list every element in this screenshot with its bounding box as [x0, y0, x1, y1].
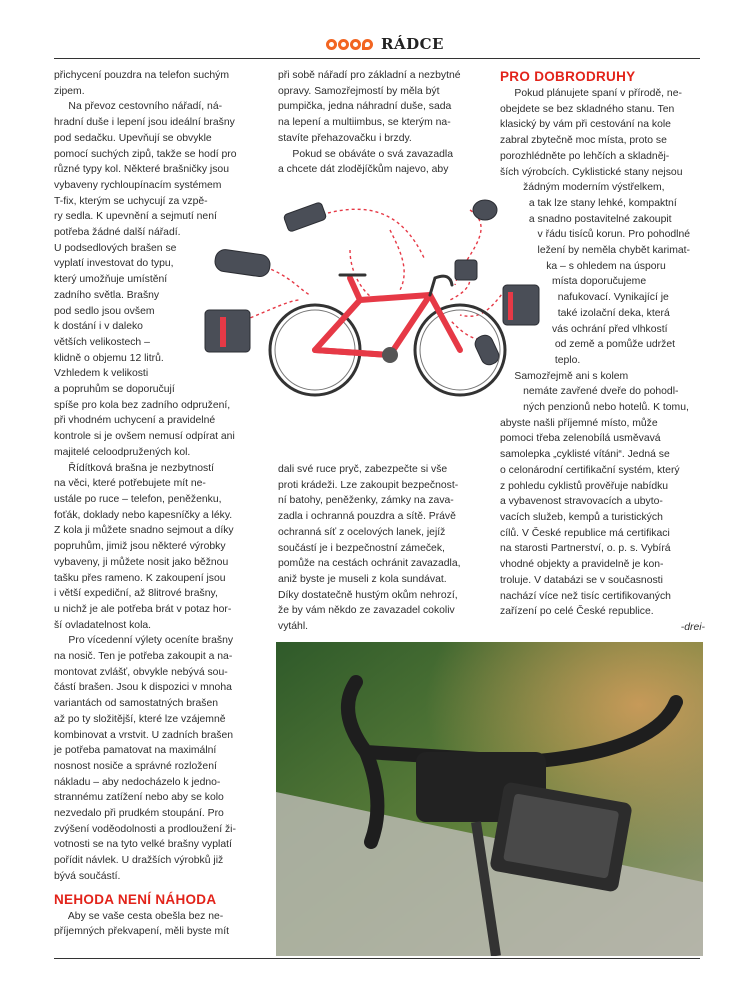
text-line: k dostání i v daleko [54, 321, 143, 333]
coop-logo [326, 39, 373, 50]
text-line: nákladu – aby nedocházelo k jedno- [54, 776, 221, 788]
page-header [326, 32, 444, 56]
text-line: obejdete se bez skladného stanu. Ten [500, 103, 675, 115]
rear-pannier-icon [205, 310, 250, 352]
text-line: vytáhl. [278, 621, 309, 633]
text-line: dali své ruce pryč, zabezpečte si vše [278, 464, 448, 475]
text-line: i větší expediční, až 8litrové brašny, [54, 588, 218, 600]
text-line: hradní duše i lepení jsou ideální brašny [54, 117, 235, 129]
text-line: Z kola ji můžete snadno sejmout a díky [54, 525, 234, 537]
text-line: Samozřejmě ani s kolem [500, 370, 629, 382]
text-line: stavíte přehazovačku i brzdy. [278, 132, 412, 144]
text-line: Díky dostatečně hustým okům nehrozí, [278, 589, 458, 601]
text-line: zařízení po celé České republice. [500, 606, 654, 618]
text-line: vás ochrání před vlhkostí [500, 323, 668, 335]
text-line: a snadno postavitelné zakoupit [500, 213, 672, 225]
text-line: součástí je i bezpečnostní zámeček, [278, 542, 445, 554]
text-line: vybaveny, ji můžete nosit jako běžnou [54, 556, 229, 568]
text-line: opravy. Samozřejmostí by měla být [278, 85, 440, 97]
column-2-top [278, 68, 483, 178]
text-line: že by vám někdo ze zavazadel cokoliv [278, 605, 455, 617]
text-line: pomoci třeba zelenobílá usměvavá [500, 433, 661, 445]
text-line: u nichž je ale potřeba brát v potaz hor- [54, 603, 232, 615]
column-3 [500, 68, 705, 636]
text-line: abyste našli příjemné místo, může [500, 417, 658, 429]
text-line: U podsedlových brašen se [54, 242, 177, 254]
bike-bags-illustration [200, 190, 540, 435]
text-line: foťák, doklady nebo kapesníčky a léky. [54, 509, 233, 521]
text-line: a vybavenost stravovacích a ubyto- [500, 496, 663, 508]
text-line: Pokud plánujete spaní v přírodě, ne- [500, 88, 682, 99]
text-line: strannému zatížení nebo aby se kolo [54, 792, 224, 804]
text-line: ka – s ohledem na úsporu [500, 260, 666, 272]
text-line: teplo. [500, 354, 581, 366]
text-line: přichycení pouzdra na telefon suchým [54, 70, 230, 81]
text-line: v řádu tisíců korun. Pro pohodlné [500, 229, 691, 241]
text-line: Pro vícedenní výlety oceníte brašny [54, 635, 234, 647]
text-line: Řídítková brašna je nezbytností [54, 462, 214, 474]
text-line: ných penzionů nebo hotelů. K tomu, [500, 402, 689, 414]
text-line: a popruhům se doporučují [54, 384, 175, 396]
handlebar-bag-icon [473, 200, 497, 220]
text-line: tašku přes rameno. K zakoupení jsou [54, 572, 226, 584]
text-line: zadního světla. Brašny [54, 289, 160, 301]
text-line: majitelé celoodpružených kol. [54, 446, 191, 458]
text-line: vyplatí investovat do typu, [54, 258, 174, 270]
text-line: při sobě nářadí pro základní a nezbytné [278, 70, 461, 81]
text-line: samolepka „cyklisté vítáni“. Jedná se [500, 449, 670, 461]
text-line: ležení by neměla chybět karimat- [500, 245, 690, 257]
text-line: Na převoz cestovního nářadí, ná- [54, 101, 223, 113]
text-line: ní batohy, peněženky, zámky na zava- [278, 495, 454, 507]
text-line: klidně o objemu 12 litrů. [54, 352, 164, 364]
text-line: proti krádeži. Lze zakoupit bezpečnost- [278, 479, 459, 491]
text-line: a chcete dát zlodějíčkům najevo, aby [278, 164, 449, 176]
small-bag-icon [455, 260, 477, 280]
handlebar-bag-photo [276, 642, 703, 956]
text-line: bývá součástí. [54, 870, 121, 882]
text-line: vacích služeb, kempů a turistických [500, 511, 663, 523]
text-line: zvýšení voděodolnosti a prodloužení ži- [54, 823, 236, 835]
text-line: vybaveny rychloupínacím systémem [54, 179, 222, 191]
text-line: ší ovladatelnost kola. [54, 619, 152, 631]
text-line: pořídit návlek. U dražších výrobků již [54, 855, 224, 867]
text-line: ustále po ruce – telefon, peněženku, [54, 493, 222, 505]
text-line: aniž byste je museli z kola sundávat. [278, 573, 447, 585]
text-line: cílů. V České republice má certifikaci [500, 527, 670, 539]
text-line: zipem. [54, 85, 85, 97]
text-line: troluje. V databázi se v současnosti [500, 574, 663, 586]
text-line: klasický by vám při cestování na kole [500, 119, 671, 131]
text-line: a tak lze stany lehké, kompaktní [500, 197, 677, 209]
text-line: zabral zbytečně moc místa, proto se [500, 135, 667, 147]
saddle-bag-icon [214, 248, 272, 277]
text-line: příjemných překvapení, měli byste mít [54, 926, 229, 938]
text-line: který umožňuje umístění [54, 274, 168, 286]
text-line: pod sedlo jsou ovšem [54, 305, 155, 317]
text-line: Aby se vaše cesta obešla bez ne- [54, 910, 224, 922]
text-line: různé typy kol. Některé brašničky jsou [54, 164, 229, 176]
text-line: větších velikostech – [54, 336, 150, 348]
footer-rule [54, 958, 700, 959]
text-line: od země a pomůže udržet [500, 339, 675, 351]
text-line: ry sedla. K upevnění a sejmutí není [54, 211, 217, 223]
fork-bag-icon [473, 333, 502, 368]
text-line: pumpička, jedna náhradní duše, sada [278, 101, 452, 113]
text-line: nemáte zavřené dveře do pohodl- [500, 386, 679, 398]
heading-nehoda: NEHODA NENÍ NÁHODA [54, 891, 217, 907]
text-line: také izolační deka, která [500, 307, 670, 319]
text-line: potřeba žádné další nářadí. [54, 227, 181, 239]
text-line: z pohledu cyklistů prověřuje nabídku [500, 480, 669, 492]
section-title: RÁDCE [381, 35, 444, 53]
column-1-text-2 [54, 909, 259, 940]
text-line: nachází více než tisíc certifikovaných [500, 590, 671, 602]
column-3-text [500, 86, 705, 620]
text-line: nezvedalo při prudkém stoupání. Pro [54, 808, 224, 820]
text-line: pomůže na cestách ochránit zavazadla, [278, 558, 461, 570]
text-line: nosnost nosiče a správné rozložení [54, 760, 217, 772]
text-line: ochranná síť z ocelových lanek, jejíž [278, 526, 446, 538]
text-line: Pokud se obáváte o svá zavazadla [278, 148, 454, 160]
text-line: nafukovací. Vynikající je [500, 292, 669, 304]
text-line: pod sedačku. Upevňují se obvykle [54, 132, 212, 144]
text-line: až po ty složitější, které lze vzájemně [54, 713, 226, 725]
text-line: porozhlédněte po lehčích a skladněj- [500, 150, 670, 162]
text-line: T-fix, kterým se uchycují za vzpě- [54, 195, 208, 207]
text-line: kontrole si je ovšem nemusí odpírat ani [54, 431, 235, 443]
column-2-bottom [278, 462, 483, 635]
top-tube-bag-icon [283, 202, 327, 233]
text-line: na lepení a multiimbus, se kterým na- [278, 117, 451, 129]
text-line: částí brašen. Jsou k dispozici v mnoha [54, 682, 232, 694]
text-line: na nosič. Ten je potřeba zakoupit a na- [54, 651, 233, 663]
author-signature: -drei- [680, 621, 705, 633]
text-line: pomocí suchých zipů, takže se hodí pro [54, 148, 237, 160]
text-line: montovat zvlášť, obvykle nebývá sou- [54, 666, 228, 678]
text-line: Vzhledem k velikosti [54, 368, 149, 380]
text-line: o celonárodní certifikační systém, který [500, 464, 680, 476]
text-line: místa doporučujeme [500, 276, 647, 288]
text-line: při vhodném uchycení a pravidelné [54, 415, 216, 427]
bags [205, 200, 539, 367]
text-line: variantách od samostatných brašen [54, 698, 219, 710]
text-line: zadla i ochranná pouzdra a sítě. Právě [278, 511, 456, 523]
text-line: žádným moderním výstřelkem, [500, 182, 665, 194]
text-line: votnosti se na tyto velké brašny vyplatí [54, 839, 232, 851]
text-line: na věci, které potřebujete mít ne- [54, 478, 206, 490]
text-line: kombinovat a vrstvit. U zadních brašen [54, 729, 234, 741]
heading-dobrodruhy: PRO DOBRODRUHY [500, 69, 636, 84]
header-rule [54, 58, 700, 59]
text-line: spíše pro kola bez zadního odpružení, [54, 399, 231, 411]
text-line: na starosti Partnerství, o. p. s. Vybírá [500, 543, 671, 555]
text-line: je potřeba pamatovat na maximální [54, 745, 217, 757]
text-line: vhodné objekty a pravidelně je kon- [500, 559, 664, 571]
text-line: popruhům, jimiž jsou některé výrobky [54, 541, 226, 553]
text-line: ších výrobcích. Cyklistické stany nejsou [500, 166, 683, 178]
